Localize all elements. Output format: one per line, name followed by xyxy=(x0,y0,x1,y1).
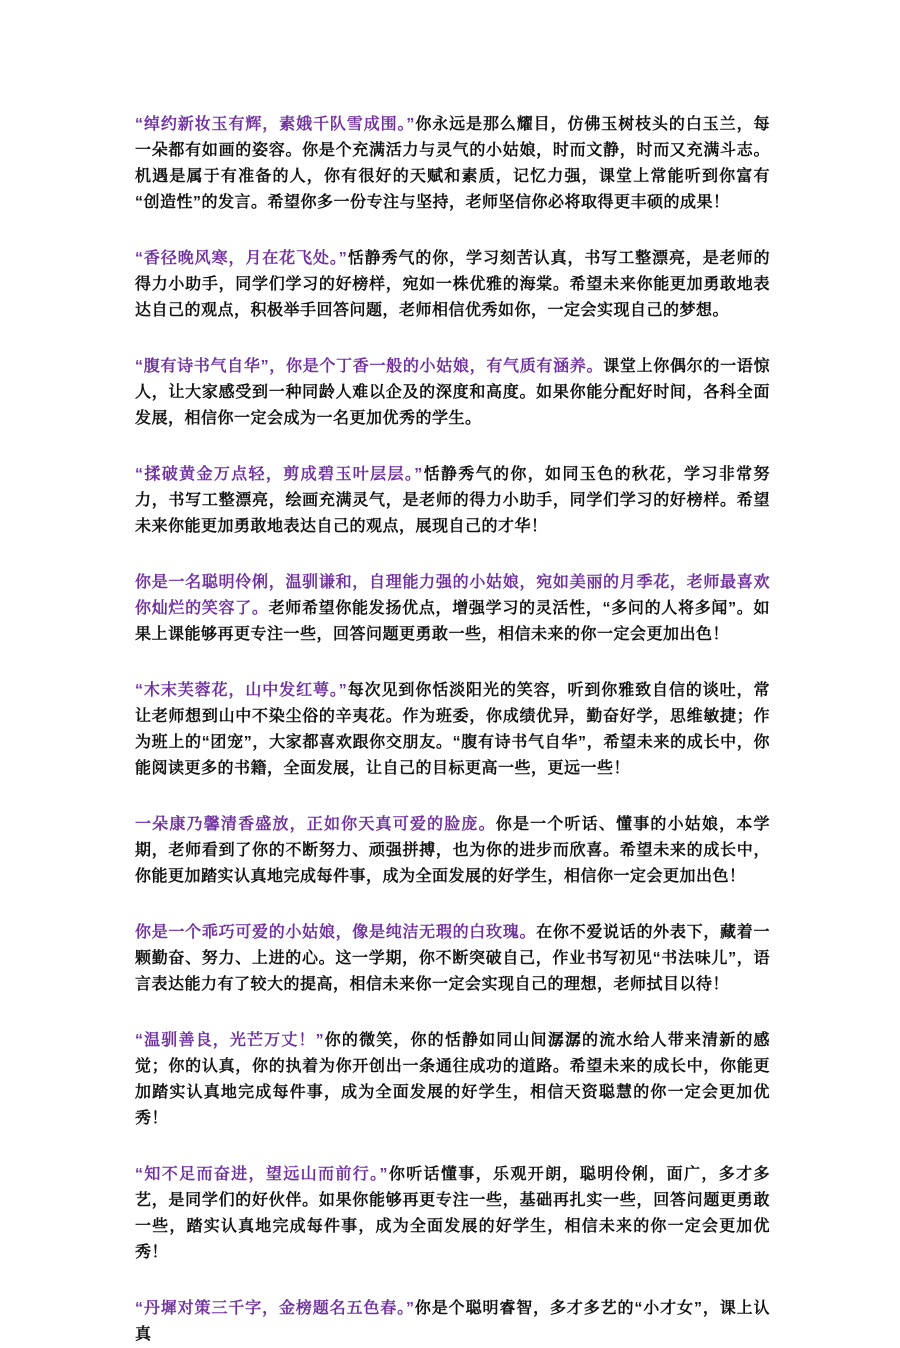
comment-lead: 你是一个乖巧可爱的小姑娘，像是纯洁无瑕的白玫瑰。 xyxy=(135,924,537,941)
comment-body: 在你不爱说话的外表下，藏着一颗勤奋、努力、上进的心。这一学期，你不断突破自己，作业书写初见“书法味儿”，语言表达能力有了较大的提高，相信未来你一定会实现自己的理想，老师拭目以待！ xyxy=(135,924,770,993)
comment-lead: “知不足而奋进，望远山而前行。” xyxy=(135,1166,388,1183)
comment-paragraph-1 xyxy=(135,112,770,216)
comment-paragraph-2 xyxy=(135,246,770,324)
comment-lead: “木末芙蓉花，山中发红萼。” xyxy=(135,682,348,699)
comment-body: 你永远是那么耀目，仿佛玉树枝头的白玉兰，每一朵都有如画的姿容。你是个充满活力与灵气的小姑娘，时而文静，时而又充满斗志。机遇是属于有准备的人，你有很好的天赋和素质，记忆力强，课堂上常能听到你富有“创造性”的发言。希望你多一份专注与坚持，老师坚信你必将取得更丰硕的成果！ xyxy=(135,116,770,211)
comment-lead: “丹墀对策三千字，金榜题名五色春。” xyxy=(135,1300,415,1317)
comment-paragraph-7 xyxy=(135,812,770,890)
comment-lead: 你是一名聪明伶俐，温驯谦和，自理能力强的小姑娘，宛如美丽的月季花，老师最喜欢你灿烂的笑容了。 xyxy=(135,574,770,617)
comment-paragraph-8 xyxy=(135,920,770,998)
comment-lead: “揉破黄金万点轻，剪成碧玉叶层层。” xyxy=(135,466,423,483)
comment-lead: “绰约新妆玉有辉，素娥千队雪成围。” xyxy=(135,116,415,133)
comment-lead: “香径晚风寒，月在花飞处。” xyxy=(135,250,348,267)
comment-paragraph-6 xyxy=(135,678,770,782)
comment-body: 恬静秀气的你，学习刻苦认真，书写工整漂亮，是老师的得力小助手，同学们学习的好榜样，宛如一株优雅的海棠。希望未来你能更加勇敢地表达自己的观点，积极举手回答问题，老师相信优秀如你，一定会实现自己的梦想。 xyxy=(135,250,770,319)
comment-body: 课堂上你偶尔的一语惊人，让大家感受到一种同龄人难以企及的深度和高度。如果你能分配好时间，各科全面发展，相信你一定会成为一名更加优秀的学生。 xyxy=(135,358,770,427)
comment-body: 每次见到你恬淡阳光的笑容，听到你雅致自信的谈吐，常让老师想到山中不染尘俗的辛夷花。作为班委，你成绩优异，勤奋好学，思维敏捷；作为班上的“团宠”，大家都喜欢跟你交朋友。“腹有诗书气自华”，希望未来的成长中，你能阅读更多的书籍，全面发展，让自己的目标更高一些，更远一些！ xyxy=(135,682,770,777)
comment-body: 你是一个听话、懂事的小姑娘，本学期，老师看到了你的不断努力、顽强拼搏，也为你的进步而欣喜。希望未来的成长中，你能更加踏实认真地完成每件事，成为全面发展的好学生，相信你一定会更加出色！ xyxy=(135,816,770,885)
comment-paragraph-11 xyxy=(135,1296,770,1348)
comment-lead: “温驯善良，光芒万丈！” xyxy=(135,1032,325,1049)
comment-body: 你是个聪明睿智，多才多艺的“小才女”，课上认真 xyxy=(135,1300,770,1343)
comment-body: 你的微笑，你的恬静如同山间潺潺的流水给人带来清新的感觉；你的认真，你的执着为你开创出一条通往成功的道路。希望未来的成长中，你能更加踏实认真地完成每件事，成为全面发展的好学生，相信天资聪慧的你一定会更加优秀！ xyxy=(135,1032,770,1127)
comment-paragraph-5 xyxy=(135,570,770,648)
comment-paragraph-4 xyxy=(135,462,770,540)
comment-paragraph-10 xyxy=(135,1162,770,1266)
comment-body: 恬静秀气的你，如同玉色的秋花，学习非常努力，书写工整漂亮，绘画充满灵气，是老师的得力小助手，同学们学习的好榜样。希望未来你能更加勇敢地表达自己的观点，展现自己的才华！ xyxy=(135,466,770,535)
comment-body: 你听话懂事，乐观开朗，聪明伶俐，面广，多才多艺，是同学们的好伙伴。如果你能够再更专注一些，基础再扎实一些，回答问题更勇敢一些，踏实认真地完成每件事，成为全面发展的好学生，相信未来的你一定会更加优秀！ xyxy=(135,1166,770,1261)
comment-lead: “腹有诗书气自华”，你是个丁香一般的小姑娘，有气质有涵养。 xyxy=(135,358,604,375)
comment-lead: 一朵康乃馨清香盛放，正如你天真可爱的脸庞。 xyxy=(135,816,496,833)
comment-paragraph-9 xyxy=(135,1028,770,1132)
comment-body: 老师希望你能发扬优点，增强学习的灵活性，“多问的人将多闻”。如果上课能够再更专注一些，回答问题更勇敢一些，相信未来的你一定会更加出色！ xyxy=(135,600,770,643)
comment-paragraph-3 xyxy=(135,354,770,432)
